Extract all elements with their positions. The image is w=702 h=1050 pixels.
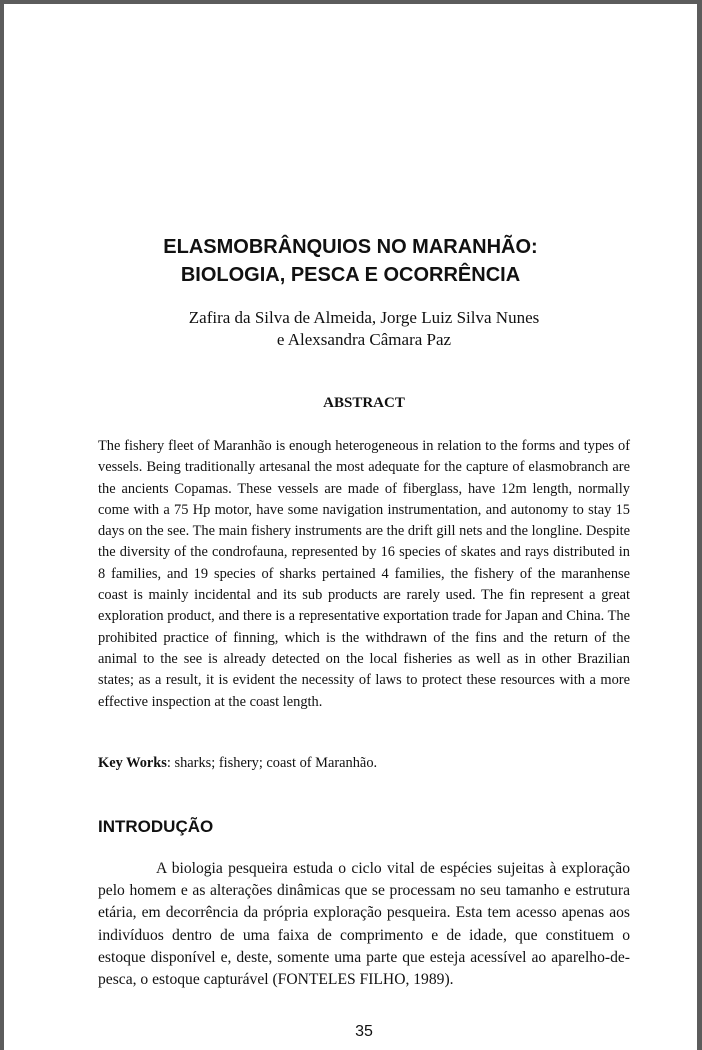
title-line-2: BIOLOGIA, PESCA E OCORRÊNCIA bbox=[180, 264, 521, 286]
authors-line-1: Zafira da Silva de Almeida, Jorge Luiz Silva Nunes bbox=[188, 308, 540, 327]
paper-title bbox=[4, 233, 697, 289]
abstract-body: The fishery fleet of Maranhão is enough heterogeneous in relation to the forms and types of vessels. Being traditionally artesanal the most adequate for the capture of elasmobranch are the ancients Copamas. These vessels are made of fiberglass, have 12m length, normally come with a 75 Hp motor, have some navigation instrumentation, and autonomy to stay 15 days on the see. The main fishery instruments are the drift gill nets and the longline. Despite the diversity of the condrofauna, represented by 16 species of skates and rays distributed in 8 families, and 19 species of sharks pertained 4 families, the fishery of the maranhense coast is mainly incidental and its sub products are rarely used. The fin represent a great exploration product, and there is a representative exportation trade for Japan and China. The prohibited practice of finning, which is the withdrawn of the fins and the return of the animal to the see is already detected on the local fisheries as well as in other Brazilian states; as a result, it is evident the necessity of laws to protect these resources with a more effective inspection at the coast length. bbox=[98, 438, 630, 710]
keywords-label: Key Works bbox=[98, 755, 167, 771]
author-list bbox=[4, 307, 697, 351]
title-line-1: ELASMOBRÂNQUIOS NO MARANHÃO: bbox=[163, 236, 538, 258]
document-page bbox=[4, 4, 697, 1050]
abstract-heading: ABSTRACT bbox=[323, 395, 405, 411]
introduction-heading: INTRODUÇÃO bbox=[98, 817, 214, 836]
page-number: 35 bbox=[355, 1023, 373, 1040]
keywords bbox=[98, 753, 630, 773]
authors-line-2: e Alexsandra Câmara Paz bbox=[276, 330, 452, 349]
introduction-body: A biologia pesqueira estuda o ciclo vital de espécies sujeitas à exploração pelo homem e as alterações dinâmicas que se processam no seu tamanho e estrutura etária, em decorrência da própria exploração pesqueira. Esta tem acesso apenas aos indivíduos dentro de uma faixa de comprimento e de idade, que constituem o estoque disponível e, deste, somente uma parte que esteja acessível ao aparelho-de-pesca, o estoque capturável (FONTELES FILHO, 1989). bbox=[98, 860, 630, 989]
keywords-text: : sharks; fishery; coast of Maranhão. bbox=[166, 755, 378, 771]
